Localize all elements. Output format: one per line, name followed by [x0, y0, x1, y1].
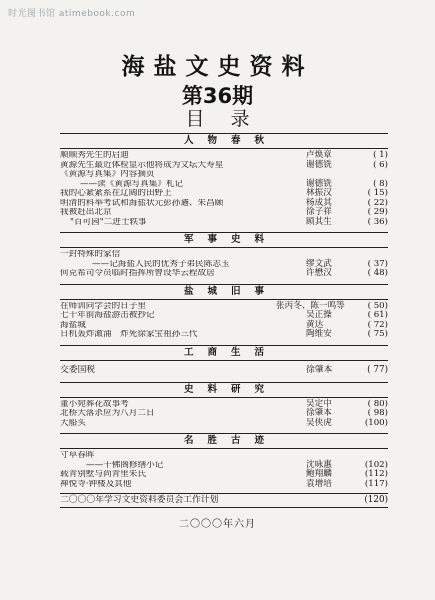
toc-entry[interactable] [60, 321, 388, 331]
section-heading: 名胜古迹 [60, 433, 388, 449]
toc-entry[interactable] [60, 461, 388, 471]
entry-author: 顾其生 [306, 216, 332, 227]
entry-page: ( 8) [373, 178, 388, 189]
entry-author: 谢德铣 [306, 178, 332, 189]
entry-page: ( 77) [367, 364, 388, 375]
section-heading: 工商生活 [60, 345, 388, 361]
entry-author: 卢焕章 [306, 150, 332, 160]
section-heading: 人物春秋 [60, 133, 388, 149]
entry-title: "百可园"二进士轶事 [70, 217, 147, 227]
entry-title: 北桥大落杀应为八月二日 [60, 409, 155, 418]
toc-entry-appendix[interactable] [60, 494, 388, 508]
entry-page: ( 61) [367, 310, 388, 320]
section-heading: 盐城旧事 [60, 284, 388, 300]
toc-entry[interactable] [60, 218, 388, 228]
toc-entry[interactable] [60, 250, 388, 260]
toc-entry[interactable] [60, 409, 388, 419]
entry-author: 许懋汉 [306, 268, 332, 278]
entry-title: 我的心紧紧系在辽阔的田野上 [60, 189, 172, 198]
section-heading: 军事史料 [60, 232, 388, 248]
entry-title: 《黄源写真集》内容摘页 [60, 170, 155, 179]
toc-entry[interactable] [60, 180, 388, 190]
entry-author: 缪文武 [306, 258, 332, 269]
toc-entry[interactable] [60, 400, 388, 410]
entry-title: 二〇〇〇年学习文史资料委员会工作计划 [60, 495, 219, 505]
issue-number: 第36期 [181, 84, 254, 108]
entry-title: ——记海盐人民的优秀子弟民陈志玉 [92, 259, 230, 269]
page-title: 海盐文史资料 [121, 53, 314, 80]
publication-date: 二〇〇〇年六月 [179, 519, 256, 530]
toc-entry[interactable] [60, 269, 388, 279]
entry-page: ( 75) [367, 329, 388, 339]
entry-title: 寸草春晖 [60, 451, 95, 460]
entry-page: ( 29) [367, 207, 388, 217]
entry-author: 吴侠虎 [306, 417, 332, 428]
entry-author: 黄达 [306, 319, 324, 330]
toc-entry[interactable] [60, 189, 388, 199]
entry-page: ( 6) [373, 159, 388, 170]
entry-page: ( 50) [367, 300, 388, 311]
entry-page: (100) [364, 417, 388, 428]
entry-page: (120) [364, 495, 388, 505]
entry-author: 陶维安 [306, 329, 332, 339]
entry-title: ——读《黄源写真集》札记 [80, 179, 184, 189]
toc-entry[interactable] [60, 151, 388, 161]
entry-title: 载青别墅与尚青里朱氏 [60, 470, 146, 479]
entry-page: (117) [364, 478, 388, 489]
entry-page: ( 72) [367, 319, 388, 330]
entry-author: 杨成其 [306, 197, 332, 208]
toc-entry[interactable] [60, 363, 388, 377]
entry-title: ——千佛阁修缮小记 [86, 460, 164, 470]
section-heading: 史料研究 [60, 382, 388, 398]
toc-heading: 目录 [185, 108, 276, 130]
entry-title: 七十年前海盐游击被抄记 [60, 311, 155, 320]
toc-entry[interactable] [60, 208, 388, 218]
entry-title: 我被赶出北京 [60, 208, 112, 217]
entry-title: 一封特殊的家信 [60, 250, 121, 259]
entry-page: ( 1) [373, 150, 388, 160]
entry-title: 日机轰炸澉浦 炸死徐家宝祖孙三代 [60, 330, 198, 339]
toc-entry[interactable] [60, 330, 388, 340]
entry-page: ( 15) [367, 188, 388, 198]
entry-title: 交委国税 [60, 364, 96, 375]
entry-author: 沈咏惠 [306, 459, 332, 470]
entry-page: ( 22) [367, 197, 388, 208]
entry-author: 鲍翔麟 [306, 469, 332, 479]
entry-page: (112) [364, 469, 388, 479]
entry-title: 大船头 [60, 418, 86, 428]
entry-title: 何克希司令员临时指挥所曾设华云程故居 [60, 269, 215, 278]
entry-page: ( 98) [367, 408, 388, 418]
toc-entry[interactable] [60, 419, 388, 429]
entry-page: ( 80) [367, 398, 388, 409]
entry-page: ( 36) [367, 216, 388, 227]
entry-author: 袁增培 [306, 478, 332, 489]
entry-title: 禅悦寺·钟楼及其他 [60, 479, 132, 489]
entry-title: 海盐城 [60, 320, 86, 330]
entry-page: ( 37) [367, 258, 388, 269]
entry-author: 吴正操 [306, 310, 332, 320]
entry-author: 徐肇本 [306, 364, 333, 375]
entry-title: 在师训同学会的日子里 [60, 301, 146, 311]
toc-entry[interactable] [60, 260, 388, 270]
watermark: 时光图书馆 atimebook.com [8, 9, 136, 19]
toc-entry[interactable] [60, 170, 388, 180]
toc-entry[interactable] [60, 199, 388, 209]
toc-entry[interactable] [60, 470, 388, 480]
entry-title: 董小宛葬花故事考 [60, 399, 129, 409]
entry-title: 顺顺秀先生的启迪 [60, 151, 129, 160]
entry-author: 谢德铣 [306, 159, 332, 170]
entry-page: (102) [364, 459, 388, 470]
entry-author: 徐子祥 [306, 207, 332, 217]
toc-entry[interactable] [60, 161, 388, 171]
entry-author: 张丙冬、陈一鸣等 [276, 300, 345, 311]
toc-entry[interactable] [60, 311, 388, 321]
entry-page: ( 48) [367, 268, 388, 278]
toc-entry[interactable] [60, 451, 388, 461]
entry-title: 黄源先生最近体检显示他将成为文坛大寿星 [60, 160, 224, 170]
entry-author: 林振汉 [306, 188, 332, 198]
entry-author: 吴定中 [306, 398, 332, 409]
toc-entry[interactable] [60, 480, 388, 490]
table-of-contents [60, 133, 388, 508]
entry-author: 徐肇本 [306, 408, 332, 418]
toc-entry[interactable] [60, 302, 388, 312]
entry-title: 明清的科举考试和海盐状元彭孙遹、朱昌颐 [60, 198, 224, 208]
